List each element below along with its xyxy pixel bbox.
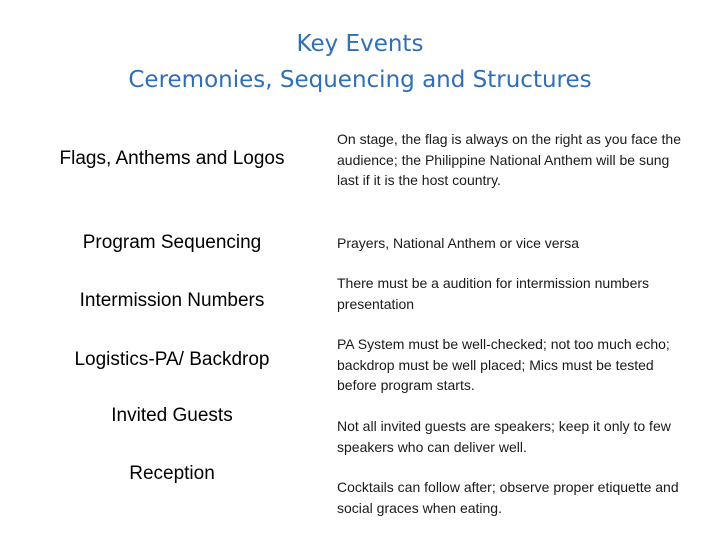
row-description-flags: On stage, the flag is always on the right as you face the audience; the Philippine National Anthem will be sung last if it is the host country. <box>337 131 681 188</box>
row-description-program-sequencing: Prayers, National Anthem or vice versa <box>337 235 579 251</box>
title-line-1: Key Events <box>296 31 424 57</box>
row-label-intermission: Intermission Numbers <box>79 290 265 311</box>
slide-title <box>0 26 720 98</box>
title-line-2: Ceremonies, Sequencing and Structures <box>128 67 592 93</box>
row-description-invited-guests: Not all invited guests are speakers; keep it only to few speakers who can deliver well. <box>337 418 671 455</box>
row-label-logistics: Logistics-PA/ Backdrop <box>74 349 270 370</box>
row-label-reception: Reception <box>129 463 215 484</box>
row-description-intermission: There must be a audition for intermission numbers presentation <box>337 275 650 312</box>
row-label-flags: Flags, Anthems and Logos <box>59 148 285 169</box>
row-label-program-sequencing: Program Sequencing <box>82 232 262 253</box>
row-label-invited-guests: Invited Guests <box>111 405 233 426</box>
row-description-reception: Cocktails can follow after; observe proper etiquette and social graces when eating. <box>337 479 679 516</box>
row-description-logistics: PA System must be well-checked; not too much echo; backdrop must be well placed; Mics must be tested before program starts. <box>337 336 670 393</box>
